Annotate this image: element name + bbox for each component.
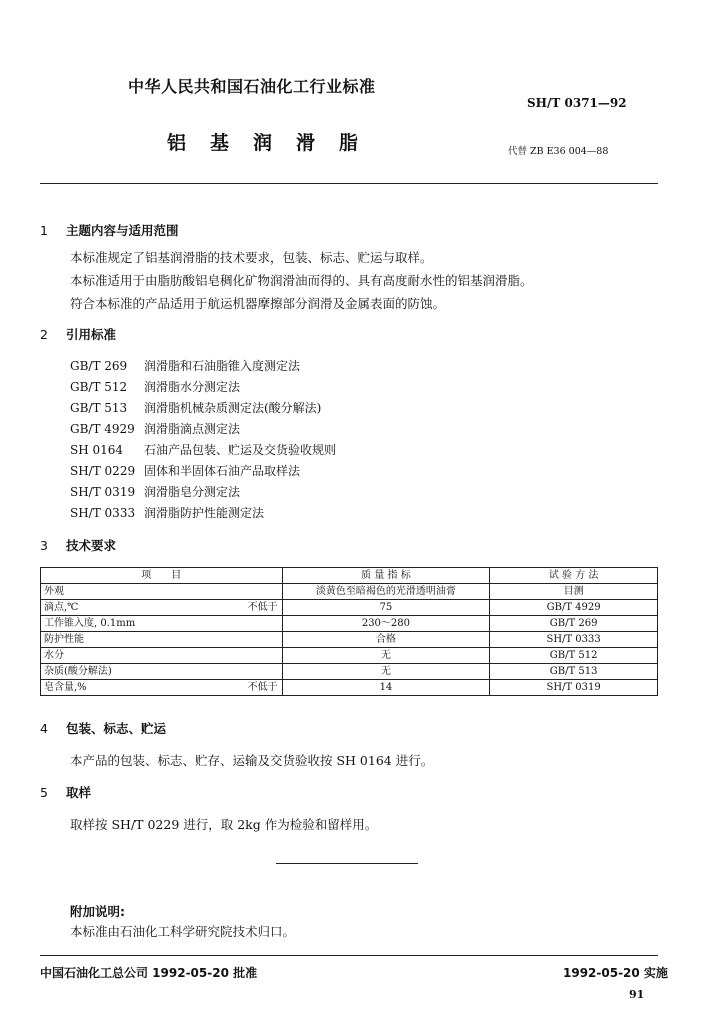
section-5-para: 取样按 SH/T 0229 进行，取 2kg 作为检验和留样用。 (70, 817, 378, 832)
row-method: GB/T 513 (490, 664, 658, 680)
section-5-heading: 5 取样 (40, 785, 92, 800)
section-1-para-2: 本标准适用于由脂肪酸铝皂稠化矿物润滑油而得的、具有高度耐水性的铝基润滑脂。 (70, 273, 533, 288)
table-header-row (41, 568, 658, 584)
header-rule (40, 183, 658, 184)
section-2-heading: 2 引用标准 (40, 327, 117, 342)
table-row (41, 664, 658, 680)
header-item: 项 目 (41, 568, 283, 584)
row-qualifier: 不低于 (247, 602, 278, 613)
row-item: 杂质(酸分解法) (44, 665, 112, 677)
row-method: 目测 (490, 584, 658, 600)
section-4-para: 本产品的包装、标志、贮存、运输及交货验收按 SH 0164 进行。 (70, 753, 434, 768)
row-qualifier: 不低于 (247, 682, 278, 693)
row-method: GB/T 269 (490, 616, 658, 632)
header-method: 试 验 方 法 (490, 568, 658, 584)
row-item: 工作锥入度, 0.1mm (44, 617, 136, 629)
row-item: 皂含量,% (44, 681, 87, 693)
header-spec: 质 量 指 标 (282, 568, 490, 584)
reference-item: GB/T 512 润滑脂水分测定法 (70, 380, 241, 394)
row-spec: 75 (282, 600, 490, 616)
replaces-standard: 代替 ZB E36 004—88 (508, 146, 609, 157)
document-title: 铝基润滑脂 (167, 132, 383, 154)
reference-item: SH/T 0229 固体和半固体石油产品取样法 (70, 464, 301, 478)
table-row (41, 648, 658, 664)
spec-table (40, 567, 658, 696)
row-item: 外观 (44, 585, 64, 597)
row-spec: 无 (282, 648, 490, 664)
end-rule (276, 863, 418, 864)
row-item: 滴点,℃ (44, 601, 79, 613)
row-spec: 合格 (282, 632, 490, 648)
section-3-heading: 3 技术要求 (40, 538, 117, 553)
page-number: 91 (629, 988, 645, 1001)
table-row (41, 680, 658, 696)
notes-text: 本标准由石油化工科学研究院技术归口。 (70, 924, 296, 939)
section-4-heading: 4 包装、标志、贮运 (40, 721, 167, 736)
table-row (41, 632, 658, 648)
row-item: 水分 (44, 649, 64, 661)
org-title: 中华人民共和国石油化工行业标准 (128, 77, 376, 96)
approval-line: 中国石油化工总公司 1992-05-20 批准 (40, 966, 258, 980)
row-method: SH/T 0333 (490, 632, 658, 648)
reference-item: GB/T 513 润滑脂机械杂质测定法(酸分解法) (70, 401, 322, 415)
footer-rule (40, 955, 658, 956)
section-1-heading: 1 主题内容与适用范围 (40, 223, 179, 238)
row-spec: 230～280 (282, 616, 490, 632)
row-method: GB/T 512 (490, 648, 658, 664)
row-method: SH/T 0319 (490, 680, 658, 696)
implementation-date: 1992-05-20 实施 (563, 966, 668, 980)
notes-title: 附加说明: (70, 904, 125, 919)
standard-number: SH/T 0371—92 (527, 96, 627, 110)
table-row (41, 600, 658, 616)
row-spec: 淡黄色至暗褐色的光滑透明油膏 (282, 584, 490, 600)
reference-item: SH 0164 石油产品包装、贮运及交货验收规则 (70, 443, 337, 457)
row-spec: 无 (282, 664, 490, 680)
table-row (41, 584, 658, 600)
row-item: 防护性能 (44, 633, 84, 645)
row-spec: 14 (282, 680, 490, 696)
section-1-para-1: 本标准规定了铝基润滑脂的技术要求，包装、标志、贮运与取样。 (70, 250, 433, 265)
reference-item: GB/T 4929 润滑脂滴点测定法 (70, 422, 241, 436)
row-method: GB/T 4929 (490, 600, 658, 616)
table-row (41, 616, 658, 632)
section-1-para-3: 符合本标准的产品适用于航运机器摩擦部分润滑及金属表面的防蚀。 (70, 296, 446, 311)
reference-item: GB/T 269 润滑脂和石油脂锥入度测定法 (70, 359, 301, 373)
reference-item: SH/T 0333 润滑脂防护性能测定法 (70, 506, 265, 520)
reference-item: SH/T 0319 润滑脂皂分测定法 (70, 485, 241, 499)
